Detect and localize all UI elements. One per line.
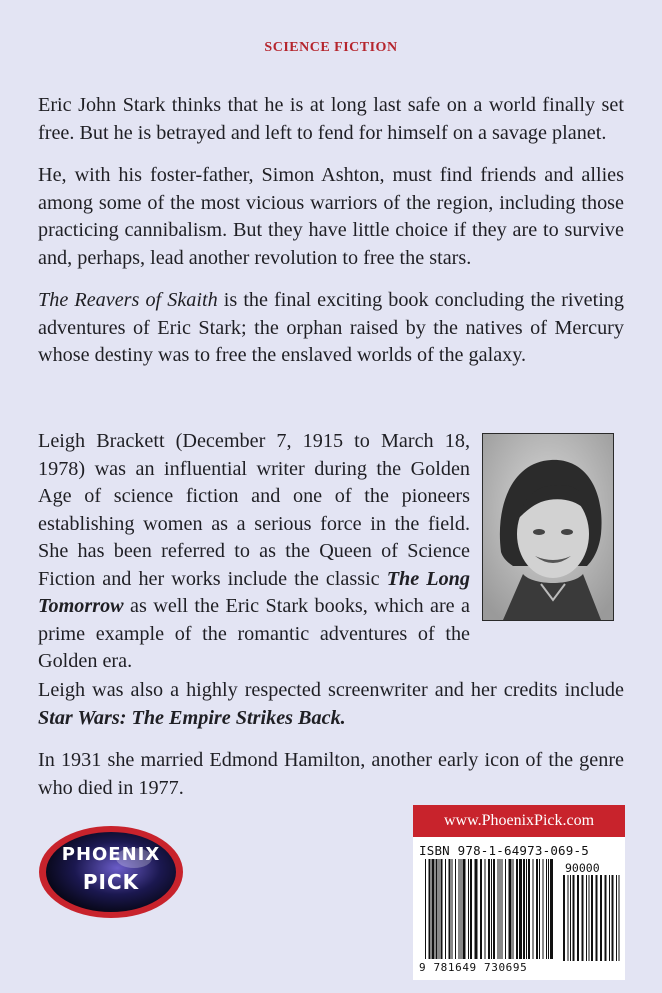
book-blurb <box>38 92 624 385</box>
bio-paragraph-2 <box>38 677 624 732</box>
bio-paragraph-2-text: Leigh was also a highly respected screenwriter and her credits include <box>38 679 624 701</box>
logo-line-1: PHOENIX <box>61 844 161 865</box>
isbn-barcode <box>413 837 625 980</box>
publisher-url[interactable]: www.PhoenixPick.com <box>413 805 625 837</box>
price-code: 90000 <box>565 861 600 875</box>
logo-line-2: PICK <box>82 870 140 894</box>
blurb-paragraph-3 <box>38 287 624 370</box>
ean-digits: 9 781649 730695 <box>419 961 528 974</box>
bio-paragraph-1 <box>38 428 470 676</box>
blurb-paragraph-3-text: is the final exciting book concluding the riveting adventures of Eric Stark; the orphan raised by the natives of Mercury whose destiny was to free the enslaved worlds of the galaxy. <box>38 289 624 366</box>
bio-paragraph-1-text-a: Leigh Brackett (December 7, 1915 to March 18, 1978) was an influential writer during the Golden Age of science fiction and one of the pioneers establishing women as a serious force in the field. She has been referred to as the Queen of Science Fiction and her works include the classic <box>38 430 470 590</box>
author-photo <box>482 433 614 621</box>
author-bio-wrapped <box>38 428 470 676</box>
publisher-logo <box>36 822 186 922</box>
barcode-bars <box>413 837 625 980</box>
bio-film-title: Star Wars: The Empire Strikes Back. <box>38 706 346 729</box>
bio-paragraph-3: In 1931 she married Edmond Hamilton, another early icon of the genre who died in 1977. <box>38 749 624 799</box>
blurb-paragraph-1: Eric John Stark thinks that he is at long last safe on a world finally set free. But he is betrayed and left to fend for himself on a savage planet. <box>38 94 624 144</box>
book-title: The Reavers of Skaith <box>38 289 218 311</box>
blurb-paragraph-2: He, with his foster-father, Simon Ashton, must find friends and allies among some of the most vicious warriors of the region, including those practicing cannibalism. But they have little choice if they are to survive and, perhaps, lead another revolution to free the stars. <box>38 164 624 269</box>
genre-label: SCIENCE FICTION <box>264 40 398 55</box>
author-bio-continued <box>38 677 624 817</box>
bio-paragraph-1-text-b: as well the Eric Stark books, which are a prime example of the romantic adventures of the Golden era. <box>38 595 470 672</box>
bio-book-title: The Long Tomorrow <box>38 567 470 617</box>
isbn-text: ISBN 978-1-64973-069-5 <box>419 843 589 858</box>
